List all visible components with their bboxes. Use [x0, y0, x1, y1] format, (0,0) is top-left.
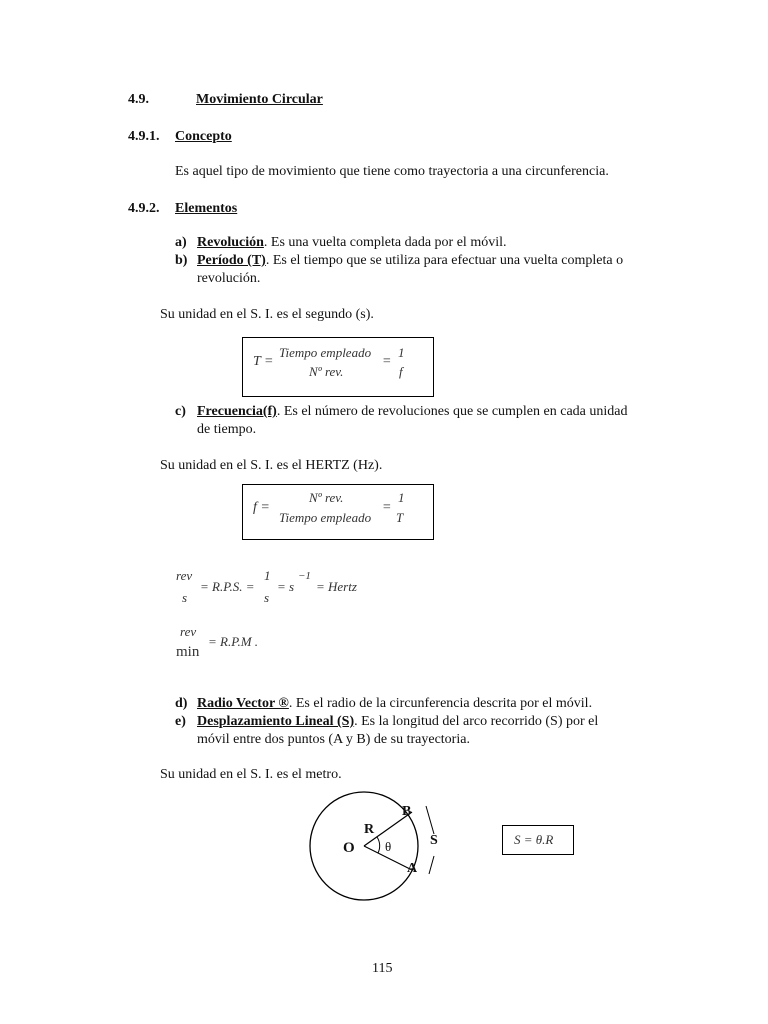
formula-arc: S = θ.R: [514, 832, 554, 847]
rps-den: s: [182, 590, 188, 605]
formula-den2: T: [396, 510, 404, 525]
rps-end: = Hertz: [316, 579, 357, 594]
item-c: [175, 404, 627, 420]
item-label: b): [175, 253, 188, 268]
label-b: B: [402, 804, 412, 819]
formula-num2: 1: [398, 345, 405, 360]
formula-den2: f: [399, 364, 403, 379]
rpm-num: rev: [180, 624, 197, 639]
section-title: Movimiento Circular: [196, 92, 323, 107]
elements-title: Elementos: [175, 201, 238, 216]
label-r: R: [364, 822, 375, 837]
formula-num2: 1: [398, 490, 405, 505]
label-theta: θ: [385, 839, 392, 854]
unit-disp: Su unidad en el S. I. es el metro.: [160, 767, 342, 782]
concept-title: Concepto: [175, 129, 232, 144]
formula-eq: =: [382, 500, 392, 515]
item-term: Frecuencia(f): [197, 404, 277, 419]
arc-bracket-bottom: [429, 856, 434, 874]
formula-rps: [174, 568, 374, 608]
rps-den2: s: [264, 590, 270, 605]
unit-period: Su unidad en el S. I. es el segundo (s).: [160, 307, 374, 322]
item-text: . Es el radio de la circunferencia descrita por el móvil.: [288, 696, 593, 711]
item-text: . Es el número de revoluciones que se cumplen en cada unidad: [276, 404, 628, 419]
formula-eq: =: [382, 354, 392, 369]
item-label: d): [175, 696, 188, 711]
circle-diagram: [300, 790, 460, 908]
label-o: O: [343, 840, 355, 856]
rps-num2: 1: [264, 568, 271, 583]
section-number: 4.9.: [128, 92, 149, 107]
item-term: Radio Vector ®: [197, 696, 289, 711]
formula-num: Nº rev.: [309, 490, 344, 505]
angle-arc: [377, 837, 380, 853]
concept-text: Es aquel tipo de movimiento que tiene como trayectoria a una circunferencia.: [175, 164, 609, 179]
item-label: a): [175, 235, 187, 250]
formula-rpm: [174, 624, 334, 664]
formula-den: Tiempo empleado: [279, 510, 372, 525]
item-b-cont: revolución.: [197, 271, 261, 286]
label-a: A: [407, 861, 418, 876]
rps-rest: = s: [277, 579, 295, 594]
item-a: [175, 235, 506, 251]
formula-freq-box: [242, 484, 434, 540]
item-e-cont: móvil entre dos puntos (A y B) de su trayectoria.: [197, 732, 470, 747]
item-term: Período (T): [197, 253, 266, 268]
rpm-den: min: [176, 644, 200, 660]
arc-bracket-top: [426, 806, 434, 834]
item-e: [175, 714, 598, 730]
formula-num: Tiempo empleado: [279, 345, 372, 360]
formula-den: Nº rev.: [309, 364, 344, 379]
item-term: Revolución: [197, 235, 264, 250]
rps-exp: −1: [298, 570, 311, 582]
formula-lhs: f =: [253, 500, 270, 515]
item-text: . Es el tiempo que se utiliza para efectuar una vuelta completa o: [265, 253, 624, 268]
item-d: [175, 696, 592, 712]
item-label: e): [175, 714, 186, 729]
item-text: . Es la longitud del arco recorrido (S) por el: [354, 714, 599, 729]
formula-period-box: [242, 337, 434, 397]
item-term: Desplazamiento Lineal (S): [197, 714, 355, 729]
rpm-rest: = R.P.M .: [208, 634, 259, 649]
unit-freq: Su unidad en el S. I. es el HERTZ (Hz).: [160, 458, 383, 473]
item-text: . Es una vuelta completa dada por el móvil.: [263, 235, 507, 250]
label-s: S: [430, 833, 438, 848]
elements-number: 4.9.2.: [128, 201, 160, 216]
formula-lhs: T =: [253, 354, 274, 369]
concept-number: 4.9.1.: [128, 129, 160, 144]
rps-mid: = R.P.S. =: [200, 579, 255, 594]
page-number: 115: [372, 961, 393, 976]
item-c-cont: de tiempo.: [197, 422, 257, 437]
formula-arc-box: [502, 825, 574, 855]
rps-num: rev: [176, 568, 193, 583]
item-label: c): [175, 404, 186, 419]
item-b: [175, 253, 623, 269]
